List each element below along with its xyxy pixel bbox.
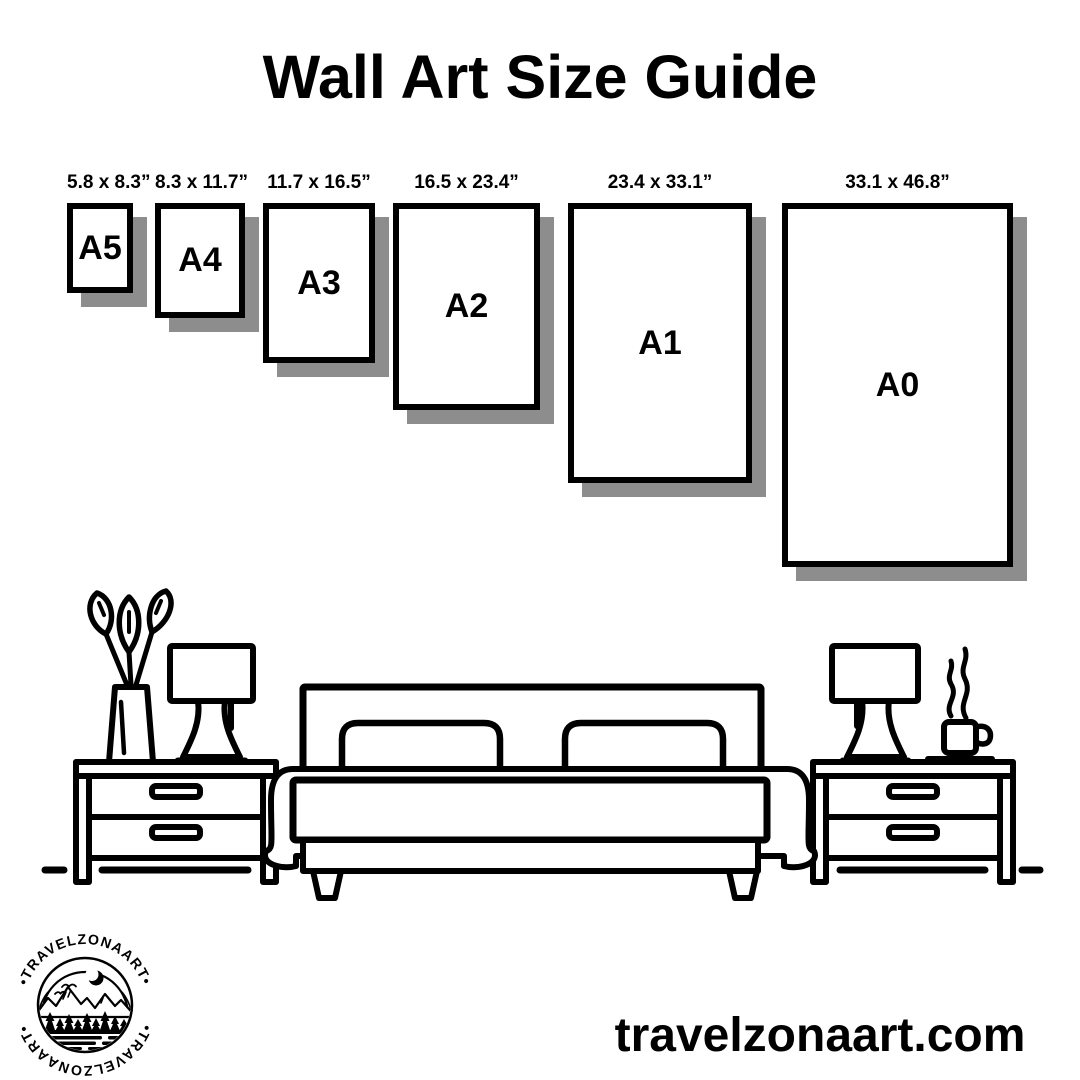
- brand-logo: [8, 928, 162, 1080]
- size-card-a3: [263, 172, 375, 363]
- paper-a1: [568, 203, 752, 483]
- size-name-label: A2: [444, 287, 489, 325]
- size-dimensions-label: 16.5 x 23.4”: [414, 172, 519, 193]
- website-url: travelzonaart.com: [614, 1009, 1026, 1062]
- paper-a5: [67, 203, 133, 293]
- paper-a3: [263, 203, 375, 363]
- table-lamp-left-icon: [170, 646, 253, 761]
- double-bed-icon: [265, 687, 815, 898]
- paper-a0: [782, 203, 1013, 567]
- crescent-moon-icon: [86, 968, 104, 986]
- size-name-label: A1: [638, 323, 682, 362]
- size-card-a4: [155, 172, 248, 318]
- size-card-a2: [393, 172, 540, 410]
- logo-text-top: •TRAVELZONAART•: [15, 931, 155, 988]
- size-name-label: A5: [78, 228, 122, 267]
- coffee-mug-icon: [928, 649, 992, 759]
- size-dimensions-label: 8.3 x 11.7”: [155, 172, 248, 193]
- size-card-a0: [782, 172, 1013, 567]
- logo-text-bottom: •TRAVELZONAART•: [15, 1022, 155, 1079]
- paper-a4: [155, 203, 245, 318]
- size-name-label: A4: [178, 241, 222, 279]
- size-dimensions-label: 33.1 x 46.8”: [845, 172, 950, 193]
- nightstand-left-icon: [76, 762, 276, 882]
- nightstand-right-icon: [813, 762, 1013, 882]
- paper-a2: [393, 203, 540, 410]
- page-title: Wall Art Size Guide: [262, 43, 818, 111]
- size-dimensions-label: 23.4 x 33.1”: [607, 172, 713, 193]
- size-card-a1: [568, 172, 752, 483]
- size-dimensions-label: 5.8 x 8.3”: [67, 172, 151, 193]
- size-card-a5: [67, 172, 151, 293]
- bedroom-illustration: [0, 580, 1080, 910]
- plant-vase-icon: [90, 591, 171, 762]
- table-lamp-right-icon: [832, 646, 918, 761]
- mountain-scene-icon: [34, 968, 137, 1050]
- size-name-label: A0: [875, 365, 920, 404]
- size-dimensions-label: 11.7 x 16.5”: [267, 172, 371, 193]
- size-name-label: A3: [297, 263, 341, 302]
